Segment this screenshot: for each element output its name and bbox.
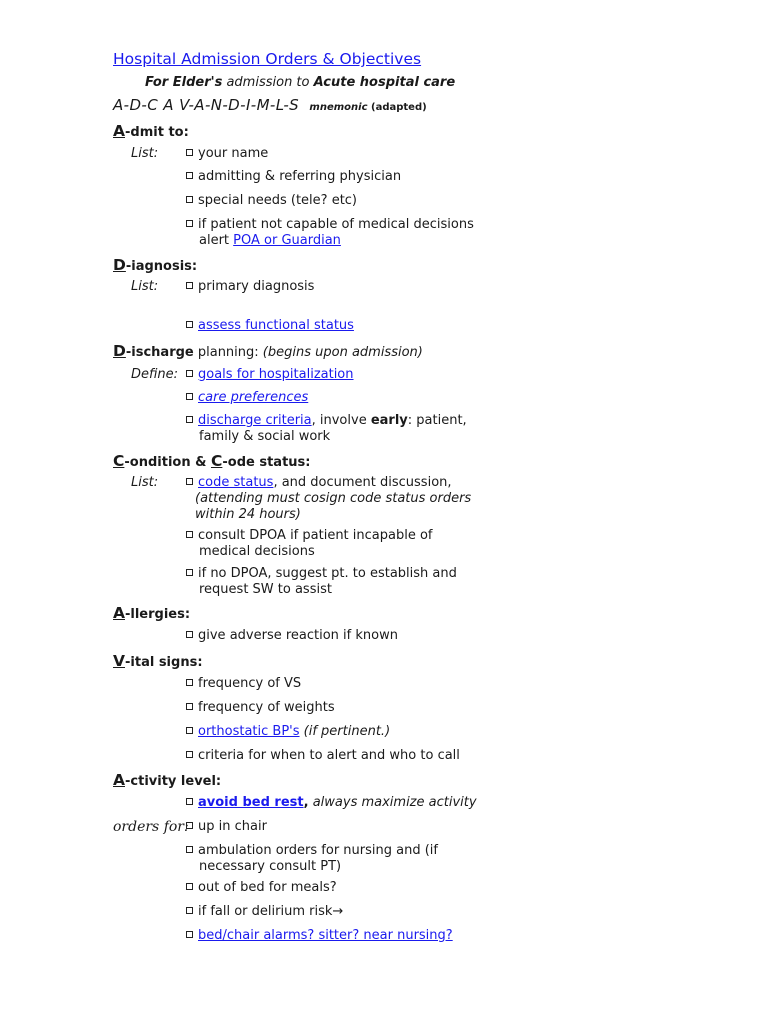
item-text: your name: [198, 146, 269, 161]
bed-chair-alarms-link[interactable]: bed/chair alarms? sitter? near nursing?: [198, 928, 453, 943]
list-item: [186, 795, 486, 811]
checkbox-icon: [186, 727, 193, 734]
item-text: admitting & referring physician: [198, 169, 402, 184]
heading-letter: V: [113, 652, 125, 670]
subtitle-elder: For Elder's: [145, 75, 223, 90]
checkbox-icon: [186, 196, 193, 203]
heading-letter: A: [113, 771, 125, 789]
item-text: : patient,: [407, 413, 467, 428]
item-bold: early: [370, 413, 408, 428]
poa-guardian-link[interactable]: POA or Guardian: [233, 233, 341, 248]
item-continuation: [186, 233, 486, 249]
list-item: [186, 475, 486, 523]
item-continuation: medical decisions: [199, 544, 315, 559]
heading-rest: -ondition &: [124, 455, 211, 470]
checkbox-icon: [186, 220, 193, 227]
item-continuation: within 24 hours): [195, 507, 301, 522]
item-text: if no DPOA, suggest pt. to establish and: [198, 566, 457, 581]
discharge-criteria-link[interactable]: discharge criteria: [198, 413, 312, 428]
activity-orders-label: orders for:: [113, 819, 189, 835]
subtitle-mid: admission to: [222, 75, 314, 90]
section-heading-activity: [113, 771, 221, 789]
heading-plain: planning:: [193, 345, 263, 360]
heading-italic: (begins upon admission): [262, 345, 423, 360]
item-continuation: necessary consult PT): [199, 859, 342, 874]
heading-rest: -iagnosis:: [125, 259, 198, 274]
section-heading-vital-signs: [113, 652, 203, 670]
mnemonic-note: [309, 102, 426, 113]
checkbox-icon: [186, 822, 193, 829]
checkbox-icon: [186, 907, 193, 914]
list-item: [186, 367, 486, 383]
item-text: frequency of VS: [198, 676, 302, 691]
section-heading-discharge: [113, 342, 423, 360]
list-item: [186, 279, 486, 295]
list-item: [186, 217, 486, 249]
list-item: [186, 904, 486, 920]
checkbox-icon: [186, 172, 193, 179]
heading-letter: D: [113, 342, 126, 360]
list-item: [186, 146, 486, 162]
item-text: consult DPOA if patient incapable of: [198, 528, 433, 543]
item-text: out of bed for meals?: [198, 880, 337, 895]
list-item: [186, 819, 486, 835]
section-heading-allergies: [113, 604, 190, 622]
item-text: , and document discussion,: [273, 475, 452, 490]
list-item: [186, 528, 486, 560]
section-heading-condition-code: [113, 452, 310, 470]
admit-list-label: List:: [131, 146, 159, 161]
checkbox-icon: [186, 393, 193, 400]
code-status-link[interactable]: code status: [198, 475, 274, 490]
list-item: [186, 169, 486, 185]
checkbox-icon: [186, 569, 193, 576]
list-item: [186, 843, 486, 875]
heading-letter: C: [210, 452, 223, 470]
avoid-bed-rest-link[interactable]: avoid bed rest: [198, 795, 304, 810]
diagnosis-list-label: List:: [131, 279, 159, 294]
section-heading-admit: [113, 122, 189, 140]
item-continuation: request SW to assist: [199, 582, 332, 597]
heading-rest: -llergies:: [125, 607, 191, 622]
item-text: if fall or delirium risk→: [198, 904, 344, 919]
item-bold: ,: [303, 795, 309, 810]
item-text: up in chair: [198, 819, 267, 834]
item-text: primary diagnosis: [198, 279, 315, 294]
heading-letter: A: [113, 604, 125, 622]
item-text: special needs (tele? etc): [198, 193, 358, 208]
checkbox-icon: [186, 798, 193, 805]
checkbox-icon: [186, 282, 193, 289]
condition-list-label: List:: [131, 475, 159, 490]
heading-rest: -dmit to:: [125, 125, 189, 140]
checkbox-icon: [186, 370, 193, 377]
item-text: ambulation orders for nursing and (if: [198, 843, 438, 858]
heading-letter: C: [113, 452, 125, 470]
checkbox-icon: [186, 846, 193, 853]
discharge-define-label: Define:: [131, 367, 179, 382]
checkbox-icon: [186, 631, 193, 638]
mnemonic-text: A-D-C A V-A-N-D-I-M-L-S: [113, 96, 300, 114]
mnemonic-note-italic: mnemonic: [309, 102, 368, 113]
list-item: [186, 628, 486, 644]
heading-rest: -ischarge: [125, 345, 194, 360]
mnemonic-line: [113, 96, 427, 114]
list-item: [186, 700, 486, 716]
goals-link[interactable]: goals for hospitalization: [198, 367, 354, 382]
list-item: [186, 880, 486, 896]
list-item: [186, 676, 486, 692]
heading-rest: -ode status:: [222, 455, 311, 470]
item-continuation: family & social work: [199, 429, 331, 444]
checkbox-icon: [186, 679, 193, 686]
checkbox-icon: [186, 478, 193, 485]
item-continuation: (attending must cosign code status orders: [195, 491, 472, 506]
heading-letter: D: [113, 256, 126, 274]
care-preferences-link[interactable]: care preferences: [198, 390, 309, 405]
heading-rest: -ital signs:: [125, 655, 203, 670]
heading-letter: A: [113, 122, 125, 140]
heading-rest: -ctivity level:: [125, 774, 222, 789]
list-item: [186, 928, 486, 944]
section-heading-diagnosis: [113, 256, 197, 274]
list-item: [186, 748, 486, 764]
list-item: [186, 318, 486, 334]
orthostatic-bp-link[interactable]: orthostatic BP's: [198, 724, 300, 739]
list-item: [186, 413, 486, 445]
checkbox-icon: [186, 883, 193, 890]
item-text: frequency of weights: [198, 700, 335, 715]
checkbox-icon: [186, 321, 193, 328]
checkbox-icon: [186, 531, 193, 538]
checkbox-icon: [186, 416, 193, 423]
item-italic: (if pertinent.): [299, 724, 391, 739]
page-title-link[interactable]: Hospital Admission Orders & Objectives: [113, 50, 422, 68]
item-text: criteria for when to alert and who to call: [198, 748, 460, 763]
subtitle-acute: Acute hospital care: [313, 75, 456, 90]
list-item: [186, 193, 486, 209]
checkbox-icon: [186, 149, 193, 156]
assess-functional-status-link[interactable]: assess functional status: [198, 318, 354, 333]
list-item: [186, 724, 486, 740]
item-text: if patient not capable of medical decisions: [198, 217, 474, 232]
item-text: , involve: [311, 413, 371, 428]
item-italic: always maximize activity: [308, 795, 477, 810]
list-item: [186, 566, 486, 598]
mnemonic-note-plain: (adapted): [367, 102, 427, 113]
checkbox-icon: [186, 751, 193, 758]
checkbox-icon: [186, 931, 193, 938]
subtitle: [145, 75, 455, 90]
item-text: give adverse reaction if known: [198, 628, 398, 643]
list-item: [186, 390, 486, 406]
item-text: alert: [199, 233, 234, 248]
checkbox-icon: [186, 703, 193, 710]
